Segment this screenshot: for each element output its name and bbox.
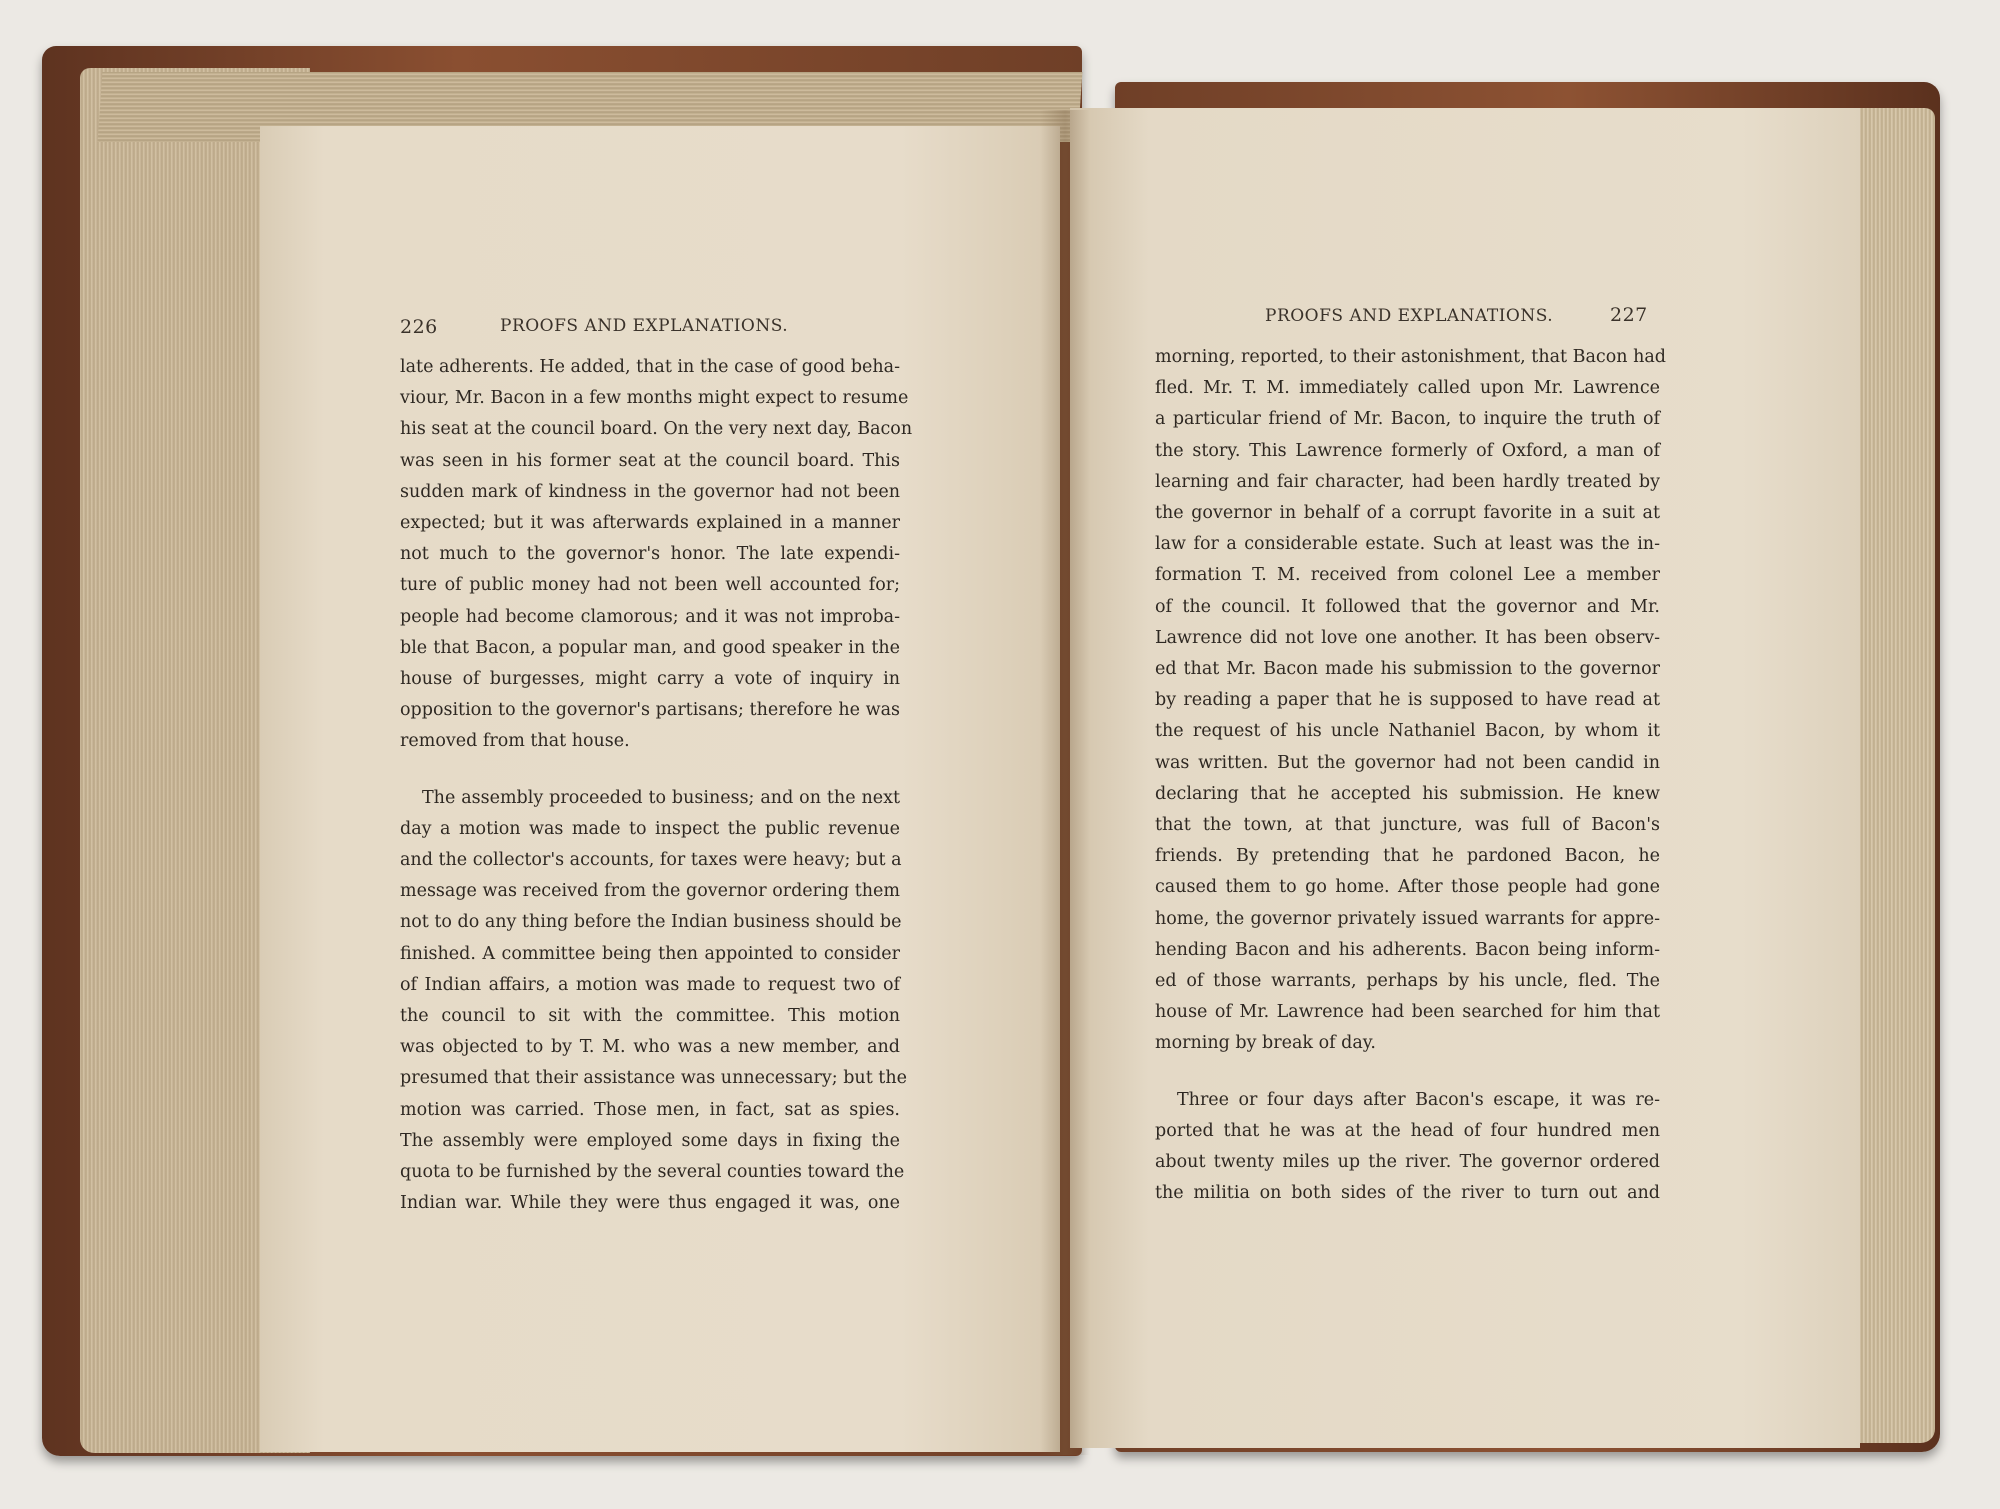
right-paragraph-2 bbox=[1155, 1085, 1660, 1210]
text-line: formation T. M. received from colonel Lee a member bbox=[1155, 565, 1660, 586]
text-line: about twenty miles up the river. The governor ordered bbox=[1155, 1152, 1660, 1173]
left-page-body bbox=[400, 352, 913, 1219]
text-line: house of Mr. Lawrence had been searched for him that bbox=[1155, 1002, 1660, 1023]
text-line: home, the governor privately issued warrants for appre- bbox=[1155, 908, 1660, 929]
text-line: ble that Bacon, a popular man, and good speaker in the bbox=[400, 637, 900, 658]
text-line: quota to be furnished by the several counties toward the bbox=[400, 1162, 905, 1183]
left-paragraph-2 bbox=[400, 783, 907, 1220]
text-line: caused them to go home. After those people had gone bbox=[1155, 877, 1660, 898]
text-line: house of burgesses, might carry a vote of inquiry in bbox=[400, 669, 900, 690]
right-running-head: PROOFS AND EXPLANATIONS. bbox=[1265, 306, 1554, 326]
text-line: ported that he was at the head of four hundred men bbox=[1155, 1120, 1660, 1141]
text-line: of the council. It followed that the governor and Mr. bbox=[1155, 596, 1660, 617]
text-line: presumed that their assistance was unnecessary; but the bbox=[400, 1068, 907, 1089]
text-line: the story. This Lawrence formerly of Oxford, a man of bbox=[1155, 440, 1660, 461]
text-line: Three or four days after Bacon's escape, it was re- bbox=[1177, 1089, 1660, 1110]
text-line: of Indian affairs, a motion was made to request two of bbox=[400, 974, 900, 995]
text-line: Lawrence did not love one another. It has been observ- bbox=[1155, 627, 1660, 648]
text-line: hending Bacon and his adherents. Bacon being inform- bbox=[1155, 939, 1660, 960]
text-line: was written. But the governor had not been candid in bbox=[1155, 752, 1660, 773]
text-line: late adherents. He added, that in the case of good beha- bbox=[400, 357, 900, 377]
open-book bbox=[30, 40, 1950, 1480]
text-line: by reading a paper that he is supposed to have read at bbox=[1155, 690, 1660, 711]
text-line: a particular friend of Mr. Bacon, to inquire the truth of bbox=[1155, 409, 1660, 430]
text-line: was objected to by T. M. who was a new member, and bbox=[400, 1037, 900, 1058]
left-running-head: PROOFS AND EXPLANATIONS. bbox=[500, 316, 789, 336]
right-page-body bbox=[1155, 342, 1667, 1209]
text-line: ed that Mr. Bacon made his submission to the governor bbox=[1155, 659, 1660, 680]
text-line: the militia on both sides of the river to turn out and bbox=[1155, 1183, 1660, 1204]
text-line: Indian war. While they were thus engaged it was, one bbox=[400, 1193, 900, 1214]
text-line: and the collector's accounts, for taxes were heavy; but a bbox=[400, 850, 902, 871]
text-line: learning and fair character, had been hardly treated by bbox=[1155, 471, 1660, 492]
text-line: expected; but it was afterwards explained in a manner bbox=[400, 513, 900, 534]
left-paragraph-1 bbox=[400, 352, 913, 758]
text-line: finished. A committee being then appointed to consider bbox=[400, 943, 900, 964]
text-line: viour, Mr. Bacon in a few months might expect to resume bbox=[400, 388, 909, 409]
text-line: morning, reported, to their astonishment, that Bacon had bbox=[1155, 347, 1667, 367]
text-line: The assembly were employed some days in fixing the bbox=[400, 1130, 900, 1151]
text-line: his seat at the council board. On the very next day, Bacon bbox=[400, 419, 913, 440]
text-line: ed of those warrants, perhaps by his uncle, fled. The bbox=[1155, 971, 1660, 992]
text-line: people had become clamorous; and it was not improba- bbox=[400, 606, 900, 627]
text-line: fled. Mr. T. M. immediately called upon Mr. Lawrence bbox=[1155, 378, 1660, 399]
text-line: The assembly proceeded to business; and on the next bbox=[422, 787, 900, 808]
text-line: was seen in his former seat at the council board. This bbox=[400, 450, 900, 471]
text-line: law for a considerable estate. Such at least was the in- bbox=[1155, 534, 1660, 555]
text-line: the governor in behalf of a corrupt favorite in a suit at bbox=[1155, 503, 1660, 524]
text-line: declaring that he accepted his submission. He knew bbox=[1155, 783, 1660, 804]
text-line: that the town, at that juncture, was full of Bacon's bbox=[1155, 815, 1660, 836]
text-line: motion was carried. Those men, in fact, sat as spies. bbox=[400, 1099, 900, 1120]
text-line: ture of public money had not been well accounted for; bbox=[400, 575, 900, 596]
text-line: message was received from the governor ordering them bbox=[400, 881, 900, 902]
left-page-number: 226 bbox=[400, 316, 438, 338]
text-line: opposition to the governor's partisans; therefore he was bbox=[400, 700, 900, 721]
left-page bbox=[260, 126, 1060, 1452]
text-line: friends. By pretending that he pardoned Bacon, he bbox=[1155, 846, 1660, 867]
text-line: day a motion was made to inspect the public revenue bbox=[400, 818, 900, 839]
right-page bbox=[1070, 108, 1860, 1448]
text-line: not to do any thing before the Indian business should be bbox=[400, 912, 902, 933]
text-line: sudden mark of kindness in the governor had not been bbox=[400, 481, 900, 502]
text-line: the council to sit with the committee. This motion bbox=[400, 1006, 900, 1027]
right-page-number: 227 bbox=[1610, 304, 1648, 326]
text-line: the request of his uncle Nathaniel Bacon, by whom it bbox=[1155, 721, 1660, 742]
text-line: morning by break of day. bbox=[1155, 1033, 1376, 1054]
text-line: removed from that house. bbox=[400, 731, 630, 752]
book-gutter bbox=[1040, 110, 1090, 1455]
right-paragraph-1 bbox=[1155, 342, 1667, 1060]
text-line: not much to the governor's honor. The late expendi- bbox=[400, 544, 900, 565]
